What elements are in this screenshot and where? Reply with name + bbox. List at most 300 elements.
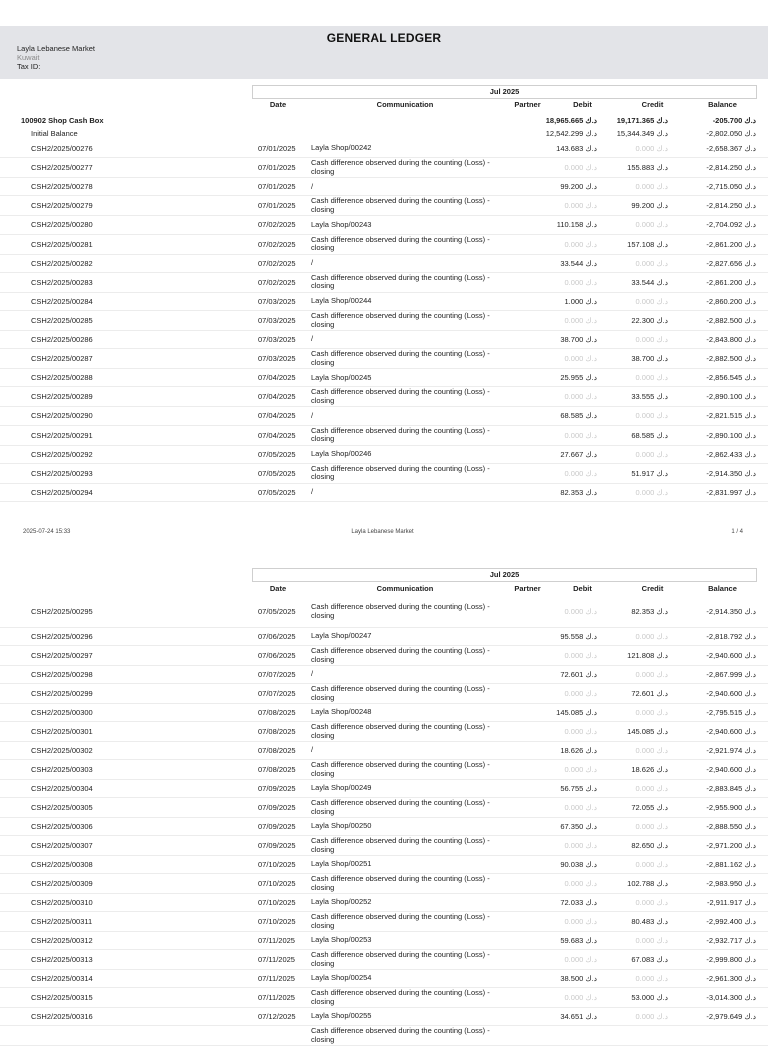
entry-date: 07/09/2025 — [258, 784, 296, 794]
entry-date: 07/09/2025 — [258, 841, 296, 851]
entry-communication: Cash difference observed during the counting (Loss) - closing — [311, 684, 490, 702]
entry-credit — [598, 1026, 668, 1045]
table-row — [0, 818, 768, 836]
entry-balance: -2,983.950 د.ك — [706, 879, 756, 889]
entry-reference: CSH2/2025/00287 — [31, 354, 93, 364]
entry-debit: 0.000 د.ك — [564, 607, 597, 616]
entry-balance: -2,940.600 د.ك — [706, 651, 756, 661]
entry-credit: 0.000 د.ك — [635, 898, 668, 908]
col-balance-page-2: Balance — [708, 584, 737, 593]
entry-reference: CSH2/2025/00282 — [31, 258, 93, 268]
table-row — [0, 369, 768, 387]
table-row — [0, 407, 768, 425]
table-row — [0, 235, 768, 255]
col-partner: Partner — [514, 100, 541, 109]
table-row — [0, 1026, 768, 1046]
entry-debit: 90.038 د.ك — [560, 860, 597, 870]
initial-balance: -2,802.050 د.ك — [706, 129, 756, 138]
entry-date: 07/04/2025 — [258, 411, 296, 421]
footer-timestamp: 2025-07-24 15:33 — [23, 529, 71, 535]
entry-debit: 0.000 د.ك — [564, 727, 597, 737]
entry-balance: -2,940.600 د.ك — [706, 765, 756, 775]
entry-date: 07/07/2025 — [258, 670, 296, 680]
entry-communication: Cash difference observed during the counting (Loss) - closing — [311, 158, 490, 176]
entry-date: 07/03/2025 — [258, 296, 296, 306]
entry-date: 07/02/2025 — [258, 239, 296, 249]
entry-date: 07/08/2025 — [258, 727, 296, 737]
entry-communication: Cash difference observed during the counting (Loss) - closing — [311, 463, 490, 482]
period-header-page-2: Jul 2025 — [252, 568, 757, 582]
table-row — [0, 704, 768, 722]
entry-credit: 0.000 د.ك — [635, 487, 668, 497]
account-row — [0, 114, 768, 126]
entry-credit: 22.300 د.ك — [631, 316, 668, 325]
entry-credit: 0.000 د.ك — [635, 335, 668, 345]
entry-date: 07/08/2025 — [258, 708, 296, 718]
entry-balance: -2,814.250 د.ك — [706, 201, 756, 211]
entry-balance: -2,843.800 د.ك — [706, 335, 756, 345]
table-row — [0, 722, 768, 742]
col-debit-page-2: Debit — [573, 584, 592, 593]
entry-balance: -2,911.917 د.ك — [706, 898, 756, 908]
entry-reference: CSH2/2025/00289 — [31, 392, 93, 402]
entry-credit: 0.000 د.ك — [635, 1012, 668, 1022]
entry-balance: -2,814.250 د.ك — [706, 163, 756, 173]
entry-debit: 0.000 د.ك — [564, 316, 597, 325]
entry-communication: Cash difference observed during the counting (Loss) - closing — [311, 311, 490, 329]
entry-reference: CSH2/2025/00315 — [31, 993, 93, 1003]
entry-reference: CSH2/2025/00301 — [31, 727, 93, 737]
entry-reference: CSH2/2025/00313 — [31, 955, 93, 965]
col-communication: Communication — [376, 100, 434, 109]
entry-debit: 82.353 د.ك — [560, 487, 597, 497]
entry-credit: 102.788 د.ك — [627, 879, 668, 889]
account-balance: -205.700 د.ك — [712, 115, 756, 125]
entry-balance: -2,999.800 د.ك — [706, 955, 756, 965]
entry-credit: 0.000 د.ك — [635, 822, 668, 832]
entry-date: 07/11/2025 — [258, 955, 295, 965]
entry-credit: 0.000 د.ك — [635, 746, 668, 756]
entry-balance: -2,861.200 د.ك — [706, 277, 756, 287]
entry-date: 07/08/2025 — [258, 765, 296, 775]
entry-date: 07/12/2025 — [258, 1012, 296, 1022]
col-date: Date — [269, 100, 287, 109]
entry-communication: Cash difference observed during the counting (Loss) - closing — [311, 912, 490, 930]
entry-debit: 0.000 د.ك — [564, 803, 597, 813]
entry-debit: 0.000 د.ك — [564, 430, 597, 440]
entry-debit: 99.200 د.ك — [560, 182, 597, 192]
entry-balance: -2,715.050 د.ك — [706, 182, 756, 192]
entry-date: 07/04/2025 — [258, 392, 296, 402]
entry-debit: 0.000 د.ك — [564, 917, 597, 927]
entry-date: 07/04/2025 — [258, 430, 296, 440]
entry-communication: Cash difference observed during the counting (Loss) - closing — [311, 836, 490, 854]
entry-communication: Cash difference observed during the counting (Loss) - closing — [311, 272, 490, 291]
col-communication-page-2: Communication — [376, 584, 434, 593]
entry-debit: 0.000 د.ك — [564, 277, 597, 287]
entry-debit: 110.158 د.ك — [556, 220, 597, 230]
entry-communication: Layla Shop/00244 — [311, 296, 372, 306]
entry-reference: CSH2/2025/00283 — [31, 277, 93, 287]
entry-communication: Cash difference observed during the counting (Loss) - closing — [311, 234, 490, 253]
table-row — [0, 596, 768, 628]
entry-debit: 38.500 د.ك — [560, 974, 597, 984]
entry-balance — [671, 1026, 756, 1045]
table-row — [0, 798, 768, 818]
table-row — [0, 742, 768, 760]
entry-debit: 34.651 د.ك — [560, 1012, 597, 1022]
col-balance: Balance — [708, 100, 737, 109]
entry-reference: CSH2/2025/00276 — [31, 144, 93, 154]
entry-debit: 72.601 د.ك — [560, 670, 597, 680]
company-info — [17, 44, 95, 71]
col-debit: Debit — [573, 100, 592, 109]
entry-balance: -2,961.300 د.ك — [706, 974, 756, 984]
entry-debit: 0.000 د.ك — [564, 392, 597, 402]
entry-reference: CSH2/2025/00296 — [31, 632, 93, 642]
entry-reference: CSH2/2025/00309 — [31, 879, 93, 889]
entry-debit: 38.700 د.ك — [560, 335, 597, 345]
entry-reference: CSH2/2025/00299 — [31, 689, 93, 699]
entry-credit: 0.000 د.ك — [635, 974, 668, 984]
entry-credit: 33.544 د.ك — [631, 277, 668, 287]
entry-date: 07/02/2025 — [258, 277, 296, 287]
entry-communication: Cash difference observed during the counting (Loss) - closing — [311, 196, 490, 214]
entry-credit: 155.883 د.ك — [627, 163, 668, 173]
entry-communication: Layla Shop/00246 — [311, 448, 372, 458]
table-row — [0, 387, 768, 407]
entry-balance: -2,882.500 د.ك — [706, 354, 756, 364]
entry-balance: -2,821.515 د.ك — [706, 411, 756, 421]
entry-date: 07/07/2025 — [258, 689, 296, 699]
entry-debit: 0.000 د.ك — [564, 201, 597, 211]
table-row — [0, 158, 768, 178]
table-row — [0, 856, 768, 874]
table-row — [0, 216, 768, 234]
table-row — [0, 836, 768, 856]
table-row — [0, 255, 768, 273]
table-row — [0, 894, 768, 912]
entry-reference: CSH2/2025/00294 — [31, 487, 93, 497]
footer-company: Layla Lebanese Market — [351, 529, 414, 535]
entry-credit: 51.917 د.ك — [631, 468, 668, 478]
entry-communication: Cash difference observed during the counting (Loss) - closing — [311, 425, 490, 444]
entry-debit: 27.667 د.ك — [560, 449, 597, 459]
col-partner-page-2: Partner — [514, 584, 541, 593]
table-row — [0, 484, 768, 502]
entry-communication: Cash difference observed during the counting (Loss) - closing — [311, 349, 490, 367]
entry-balance: -2,795.515 د.ك — [706, 708, 756, 718]
entry-communication: / — [311, 410, 314, 420]
entry-credit: 0.000 د.ك — [635, 936, 668, 946]
entry-reference: CSH2/2025/00302 — [31, 746, 93, 756]
entry-debit: 67.350 د.ك — [560, 822, 597, 832]
entry-balance: -2,831.997 د.ك — [706, 487, 756, 497]
entry-reference: CSH2/2025/00286 — [31, 335, 93, 345]
entry-reference: CSH2/2025/00306 — [31, 822, 93, 832]
entry-debit: 95.558 د.ك — [560, 632, 597, 642]
initial-debit: 12,542.299 د.ك — [545, 129, 597, 138]
initial-balance-row — [0, 127, 768, 140]
entry-communication: Cash difference observed during the counting (Loss) - closing — [311, 874, 490, 892]
entry-reference: CSH2/2025/00281 — [31, 239, 93, 249]
entry-balance: -2,992.400 د.ك — [706, 917, 756, 927]
entry-debit: 0.000 د.ك — [564, 468, 597, 478]
entry-communication: Layla Shop/00250 — [311, 821, 372, 831]
entry-reference: CSH2/2025/00314 — [31, 974, 93, 984]
col-credit: Credit — [641, 100, 664, 109]
entry-communication: / — [311, 487, 314, 497]
entry-debit: 0.000 د.ك — [564, 955, 597, 965]
entry-reference: CSH2/2025/00279 — [31, 201, 93, 211]
entry-debit: 145.085 د.ك — [556, 708, 597, 718]
entry-date: 07/06/2025 — [258, 632, 296, 642]
entry-credit: 157.108 د.ك — [627, 239, 668, 249]
entry-debit: 25.955 د.ك — [560, 373, 597, 383]
entry-communication: Layla Shop/00252 — [311, 897, 372, 907]
entry-communication: Cash difference observed during the counting (Loss) - closing — [311, 602, 490, 620]
entry-credit: 99.200 د.ك — [631, 201, 668, 211]
entry-communication: Cash difference observed during the counting (Loss) - closing — [311, 798, 490, 816]
entry-communication: Layla Shop/00255 — [311, 1011, 372, 1021]
report-title: GENERAL LEDGER — [326, 31, 442, 45]
entry-communication: Cash difference observed during the counting (Loss) - closing — [311, 1026, 490, 1044]
entry-reference: CSH2/2025/00307 — [31, 841, 93, 851]
entry-balance: -2,881.162 د.ك — [706, 860, 756, 870]
entry-debit: 59.683 د.ك — [560, 936, 597, 946]
entry-communication: Layla Shop/00253 — [311, 935, 372, 945]
entry-date: 07/10/2025 — [258, 917, 296, 927]
col-credit-page-2: Credit — [641, 584, 664, 593]
entry-reference: CSH2/2025/00288 — [31, 373, 93, 383]
entry-debit: 0.000 د.ك — [564, 993, 597, 1003]
entry-credit: 0.000 د.ك — [635, 708, 668, 718]
entry-balance: -2,856.545 د.ك — [706, 373, 756, 383]
initial-balance-label: Initial Balance — [31, 129, 78, 138]
entry-date: 07/01/2025 — [258, 182, 296, 192]
entry-date: 07/05/2025 — [258, 487, 296, 497]
entry-reference: CSH2/2025/00308 — [31, 860, 93, 870]
entry-credit: 72.601 د.ك — [631, 689, 668, 699]
period-header: Jul 2025 — [252, 85, 757, 99]
entry-reference: CSH2/2025/00292 — [31, 449, 93, 459]
entry-communication: Layla Shop/00245 — [311, 372, 372, 382]
entry-debit: 0.000 د.ك — [564, 689, 597, 699]
entry-balance: -2,971.200 د.ك — [706, 841, 756, 851]
entry-balance: -2,940.600 د.ك — [706, 689, 756, 699]
entry-date: 07/09/2025 — [258, 822, 296, 832]
table-row — [0, 666, 768, 684]
table-row — [0, 950, 768, 970]
entry-communication: Cash difference observed during the counting (Loss) - closing — [311, 760, 490, 778]
entry-reference: CSH2/2025/00277 — [31, 163, 93, 173]
entry-debit — [517, 1026, 597, 1045]
entry-reference: CSH2/2025/00303 — [31, 765, 93, 775]
table-row — [0, 628, 768, 646]
entry-date: 07/08/2025 — [258, 746, 296, 756]
table-row — [0, 760, 768, 780]
entry-credit: 0.000 د.ك — [635, 670, 668, 680]
entry-date: 07/10/2025 — [258, 879, 296, 889]
entry-debit: 0.000 د.ك — [564, 354, 597, 364]
entry-balance: -2,861.200 د.ك — [706, 239, 756, 249]
entry-balance: -2,921.974 د.ك — [706, 746, 756, 756]
table-row — [0, 426, 768, 446]
entry-credit: 0.000 د.ك — [635, 182, 668, 192]
entry-credit: 67.083 د.ك — [631, 955, 668, 965]
entry-balance: -2,827.656 د.ك — [706, 258, 756, 268]
entry-debit: 0.000 د.ك — [564, 765, 597, 775]
entry-balance: -2,932.717 د.ك — [706, 936, 756, 946]
entry-debit: 18.626 د.ك — [560, 746, 597, 756]
entry-balance: -2,882.500 د.ك — [706, 316, 756, 325]
entry-communication: / — [311, 334, 314, 344]
table-row — [0, 311, 768, 331]
entry-date: 07/09/2025 — [258, 803, 296, 813]
table-row — [0, 293, 768, 311]
table-row — [0, 684, 768, 704]
table-row — [0, 140, 768, 158]
table-row — [0, 932, 768, 950]
table-row — [0, 874, 768, 894]
entry-reference: CSH2/2025/00311 — [31, 917, 93, 927]
table-row — [0, 349, 768, 369]
entry-credit: 0.000 د.ك — [635, 258, 668, 268]
entry-date: 07/02/2025 — [258, 258, 296, 268]
table-row — [0, 446, 768, 464]
entry-balance: -2,658.367 د.ك — [706, 144, 756, 154]
entry-credit: 0.000 د.ك — [635, 220, 668, 230]
table-row — [0, 464, 768, 484]
entry-date — [258, 1026, 308, 1045]
entry-balance: -2,890.100 د.ك — [706, 430, 756, 440]
table-row — [0, 970, 768, 988]
entry-reference: CSH2/2025/00298 — [31, 670, 93, 680]
entry-debit: 0.000 د.ك — [564, 239, 597, 249]
account-credit: 19,171.365 د.ك — [616, 115, 668, 125]
entry-communication: Layla Shop/00248 — [311, 707, 372, 717]
entry-date: 07/01/2025 — [258, 163, 296, 173]
entry-balance: -2,940.600 د.ك — [706, 727, 756, 737]
entry-reference: CSH2/2025/00300 — [31, 708, 93, 718]
company-country: Kuwait — [17, 53, 40, 62]
entry-debit: 72.033 د.ك — [560, 898, 597, 908]
entry-reference: CSH2/2025/00295 — [31, 607, 93, 616]
entry-credit: 0.000 د.ك — [635, 860, 668, 870]
entry-credit: 0.000 د.ك — [635, 373, 668, 383]
entry-date: 07/03/2025 — [258, 354, 296, 364]
table-row — [0, 988, 768, 1008]
entry-communication: / — [311, 257, 314, 267]
entry-date: 07/10/2025 — [258, 898, 296, 908]
entry-debit: 1.000 د.ك — [564, 296, 597, 306]
entry-debit: 0.000 د.ك — [564, 879, 597, 889]
table-row — [0, 331, 768, 349]
entry-credit: 82.353 د.ك — [631, 607, 668, 616]
table-row — [0, 912, 768, 932]
entry-date: 07/05/2025 — [258, 468, 296, 478]
entry-credit: 38.700 د.ك — [631, 354, 668, 364]
entry-balance: -2,704.092 د.ك — [706, 220, 756, 230]
entry-balance: -2,979.649 د.ك — [706, 1012, 756, 1022]
entry-credit: 0.000 د.ك — [635, 144, 668, 154]
entry-communication: Layla Shop/00254 — [311, 973, 372, 983]
entry-communication: Cash difference observed during the counting (Loss) - closing — [311, 646, 490, 664]
entry-communication: Cash difference observed during the counting (Loss) - closing — [311, 722, 490, 740]
table-row — [0, 646, 768, 666]
entry-balance: -2,955.900 د.ك — [706, 803, 756, 813]
tax-id-label: Tax ID: — [17, 62, 41, 71]
entry-reference — [31, 1026, 241, 1045]
entry-credit: 18.626 د.ك — [631, 765, 668, 775]
table-row — [0, 178, 768, 196]
table-row — [0, 196, 768, 216]
table-row — [0, 273, 768, 293]
entry-reference: CSH2/2025/00290 — [31, 411, 93, 421]
entry-reference: CSH2/2025/00280 — [31, 220, 93, 230]
col-date-page-2: Date — [269, 584, 287, 593]
account-name: 100902 Shop Cash Box — [21, 115, 104, 125]
entry-credit: 0.000 د.ك — [635, 632, 668, 642]
entry-balance: -2,883.845 د.ك — [706, 784, 756, 794]
entry-date: 07/02/2025 — [258, 220, 296, 230]
entry-credit: 33.555 د.ك — [631, 392, 668, 402]
entry-communication: Cash difference observed during the counting (Loss) - closing — [311, 950, 490, 968]
entry-date: 07/01/2025 — [258, 201, 296, 211]
entry-communication: / — [311, 669, 314, 679]
table-row — [0, 780, 768, 798]
entry-communication: / — [311, 181, 314, 191]
entry-reference: CSH2/2025/00312 — [31, 936, 93, 946]
entry-date: 07/03/2025 — [258, 316, 296, 325]
entry-debit: 143.683 د.ك — [556, 144, 597, 154]
entry-credit: 0.000 د.ك — [635, 296, 668, 306]
entry-debit: 0.000 د.ك — [564, 651, 597, 661]
entry-balance: -2,914.350 د.ك — [706, 468, 756, 478]
entry-reference: CSH2/2025/00305 — [31, 803, 93, 813]
account-debit: 18,965.665 د.ك — [545, 115, 597, 125]
entry-balance: -2,867.999 د.ك — [706, 670, 756, 680]
entry-communication: / — [311, 745, 314, 755]
entry-credit: 82.650 د.ك — [631, 841, 668, 851]
entry-date: 07/05/2025 — [258, 449, 296, 459]
table-row — [0, 1008, 768, 1026]
entry-date: 07/04/2025 — [258, 373, 296, 383]
entry-communication: Layla Shop/00249 — [311, 783, 372, 793]
entry-balance: -2,888.550 د.ك — [706, 822, 756, 832]
entry-balance: -2,860.200 د.ك — [706, 296, 756, 306]
entry-reference: CSH2/2025/00293 — [31, 468, 93, 478]
entry-credit: 145.085 د.ك — [627, 727, 668, 737]
entry-debit: 33.544 د.ك — [560, 258, 597, 268]
entry-reference: CSH2/2025/00310 — [31, 898, 93, 908]
entry-credit: 0.000 د.ك — [635, 449, 668, 459]
entry-communication: Layla Shop/00247 — [311, 631, 372, 641]
entry-balance: -2,818.792 د.ك — [706, 632, 756, 642]
entry-date: 07/05/2025 — [258, 607, 296, 616]
entry-debit: 56.755 د.ك — [560, 784, 597, 794]
entry-reference: CSH2/2025/00284 — [31, 296, 93, 306]
company-name: Layla Lebanese Market — [17, 44, 95, 53]
entry-balance: -2,890.100 د.ك — [706, 392, 756, 402]
entry-date: 07/10/2025 — [258, 860, 296, 870]
entry-date: 07/11/2025 — [258, 993, 295, 1003]
entry-credit: 0.000 د.ك — [635, 784, 668, 794]
entry-debit: 0.000 د.ك — [564, 841, 597, 851]
entry-credit: 121.808 د.ك — [627, 651, 668, 661]
entry-credit: 68.585 د.ك — [631, 430, 668, 440]
entry-reference: CSH2/2025/00278 — [31, 182, 93, 192]
